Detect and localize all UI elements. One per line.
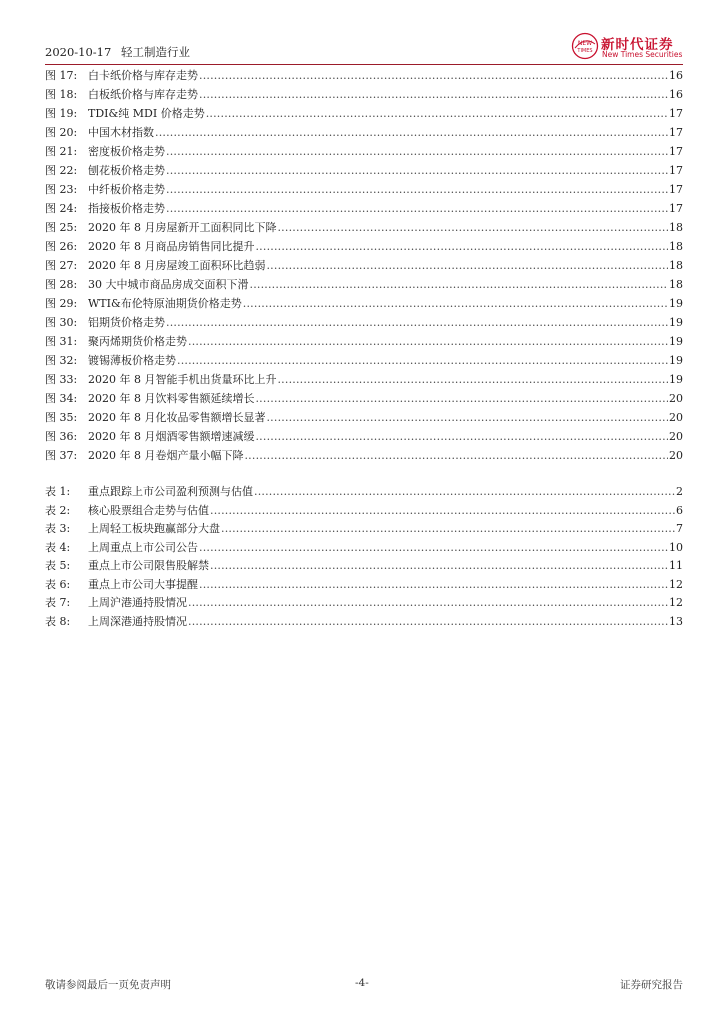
figure-page-number: 17 [669, 183, 683, 196]
figure-label: 图 17: [45, 69, 78, 82]
dot-leader [243, 294, 668, 313]
dot-leader [255, 237, 668, 256]
figure-page-number: 16 [669, 88, 683, 101]
figure-title: 刨花板价格走势 [88, 164, 165, 177]
new-times-logo-icon [571, 32, 599, 60]
figure-title: 2020 年 8 月化妆品零售额增长显著 [88, 411, 266, 424]
figure-entry[interactable] [45, 85, 683, 104]
figure-label: 图 25: [45, 221, 78, 234]
figure-label: 图 28: [45, 278, 78, 291]
table-entry[interactable] [45, 613, 683, 632]
figure-page-number: 18 [669, 259, 683, 272]
dot-leader [188, 594, 668, 613]
figure-label: 图 35: [45, 411, 78, 424]
table-title: 上周深港通持股情况 [88, 614, 187, 628]
figure-page-number: 18 [669, 278, 683, 291]
table-page-number: 7 [676, 522, 683, 535]
dot-leader [255, 389, 668, 408]
dot-leader [199, 539, 668, 558]
dot-leader [188, 332, 668, 351]
dot-leader [155, 123, 668, 142]
dot-leader [210, 502, 675, 521]
figure-index [45, 66, 683, 465]
figure-page-number: 20 [669, 449, 683, 462]
figure-entry[interactable] [45, 180, 683, 199]
dot-leader [166, 180, 668, 199]
figure-page-number: 20 [669, 430, 683, 443]
table-page-number: 12 [669, 596, 683, 609]
figure-label: 图 27: [45, 259, 78, 272]
figure-title: 中国木材指数 [88, 126, 154, 139]
table-label: 表 6: [45, 577, 71, 591]
figure-label: 图 23: [45, 183, 78, 196]
table-page-number: 6 [676, 503, 683, 517]
figure-title: 中纤板价格走势 [88, 183, 165, 196]
figure-label: 图 34: [45, 392, 78, 405]
figure-title: TDI&纯 MDI 价格走势 [88, 107, 205, 120]
table-entry[interactable] [45, 594, 683, 613]
logo-chinese-name: 新时代证券 [601, 37, 674, 53]
figure-page-number: 17 [669, 107, 683, 120]
table-page-number: 10 [669, 540, 683, 554]
figure-page-number: 20 [669, 392, 683, 405]
table-label: 表 8: [45, 614, 71, 628]
logo-mark-top: NEW [577, 40, 593, 47]
table-page-number: 2 [676, 485, 683, 498]
figure-entry[interactable] [45, 408, 683, 427]
footer-page-number: -4- [355, 977, 369, 989]
figure-page-number: 19 [669, 373, 683, 386]
figure-title: 密度板价格走势 [88, 145, 165, 158]
dot-leader [210, 557, 668, 576]
table-title: 上周沪港通持股情况 [88, 596, 187, 609]
figure-entry[interactable] [45, 142, 683, 161]
table-label: 表 4: [45, 540, 71, 554]
header-text [45, 44, 190, 60]
figure-label: 图 32: [45, 354, 78, 367]
figure-entry[interactable] [45, 199, 683, 218]
figure-title: WTI&布伦特原油期货价格走势 [88, 297, 242, 310]
figure-title: 2020 年 8 月饮料零售额延续增长 [88, 392, 255, 405]
dot-leader [266, 256, 668, 275]
figure-label: 图 20: [45, 126, 78, 139]
figure-entry[interactable] [45, 275, 683, 294]
dot-leader [277, 218, 668, 237]
table-label: 表 2: [45, 503, 71, 517]
figure-entry[interactable] [45, 427, 683, 446]
dot-leader [206, 104, 668, 123]
page-footer [45, 977, 683, 993]
dot-leader [199, 576, 668, 595]
figure-entry[interactable] [45, 351, 683, 370]
figure-title: 聚丙烯期货价格走势 [88, 335, 187, 348]
table-page-number: 13 [669, 614, 683, 628]
figure-entry[interactable] [45, 123, 683, 142]
table-page-number: 12 [669, 577, 683, 591]
figure-label: 图 37: [45, 449, 78, 462]
dot-leader [199, 66, 668, 85]
table-entry[interactable] [45, 502, 683, 521]
figure-title: 指接板价格走势 [88, 202, 165, 215]
figure-title: 2020 年 8 月房屋新开工面积同比下降 [88, 221, 277, 234]
table-label: 表 7: [45, 596, 71, 609]
figure-title: 2020 年 8 月烟酒零售额增速减缓 [88, 430, 255, 443]
footer-disclaimer: 敬请参阅最后一页免责声明 [45, 979, 171, 991]
figure-label: 图 31: [45, 335, 78, 348]
figure-title: 30 大中城市商品房成交面积下滑 [88, 278, 249, 291]
dot-leader [177, 351, 668, 370]
dot-leader [166, 161, 668, 180]
dot-leader [166, 313, 668, 332]
dot-leader [250, 275, 669, 294]
figure-label: 图 36: [45, 430, 78, 443]
dot-leader [199, 85, 668, 104]
figure-title: 白卡纸价格与库存走势 [88, 69, 198, 82]
figure-entry[interactable] [45, 446, 683, 465]
figure-label: 图 26: [45, 240, 78, 253]
figure-label: 图 18: [45, 88, 78, 101]
figure-label: 图 29: [45, 297, 78, 310]
table-title: 上周轻工板块跑赢部分大盘 [88, 522, 220, 535]
table-label: 表 1: [45, 485, 71, 498]
figure-page-number: 20 [669, 411, 683, 424]
dot-leader [188, 613, 668, 632]
figure-entry[interactable] [45, 161, 683, 180]
table-label: 表 5: [45, 559, 71, 572]
table-entry[interactable] [45, 483, 683, 502]
figure-page-number: 17 [669, 164, 683, 177]
figure-title: 镀锡薄板价格走势 [88, 354, 176, 367]
figure-page-number: 19 [669, 297, 683, 310]
figure-entry[interactable] [45, 332, 683, 351]
table-entry[interactable] [45, 576, 683, 595]
figure-page-number: 18 [669, 221, 683, 234]
figure-label: 图 21: [45, 145, 78, 158]
figure-entry[interactable] [45, 104, 683, 123]
figure-page-number: 16 [669, 69, 683, 82]
page-header [45, 30, 683, 64]
table-page-number: 11 [669, 559, 683, 572]
footer-report-type: 证券研究报告 [620, 979, 683, 991]
header-divider [45, 64, 683, 65]
table-title: 重点上市公司限售股解禁 [88, 559, 209, 572]
figure-label: 图 33: [45, 373, 78, 386]
figure-label: 图 24: [45, 202, 78, 215]
figure-entry[interactable] [45, 237, 683, 256]
figure-page-number: 18 [669, 240, 683, 253]
table-index [45, 483, 683, 631]
figure-entry[interactable] [45, 313, 683, 332]
table-title: 重点跟踪上市公司盈利预测与估值 [88, 485, 253, 498]
figure-label: 图 19: [45, 107, 78, 120]
dot-leader [166, 142, 668, 161]
table-label: 表 3: [45, 522, 71, 535]
dot-leader [221, 520, 675, 539]
table-entry[interactable] [45, 520, 683, 539]
figure-label: 图 30: [45, 316, 78, 329]
figure-entry[interactable] [45, 370, 683, 389]
table-entry[interactable] [45, 539, 683, 558]
table-title: 重点上市公司大事提醒 [88, 577, 198, 591]
dot-leader [266, 408, 668, 427]
dot-leader [244, 446, 668, 465]
figure-title: 2020 年 8 月智能手机出货量环比上升 [88, 373, 277, 386]
figure-entry[interactable] [45, 294, 683, 313]
table-title: 核心股票组合走势与估值 [88, 503, 209, 517]
logo-english-name: New Times Securities [602, 50, 683, 59]
figure-entry[interactable] [45, 256, 683, 275]
figure-page-number: 17 [669, 145, 683, 158]
table-title: 上周重点上市公司公告 [88, 540, 198, 554]
report-date: 2020-10-17 [45, 45, 112, 59]
dot-leader [277, 370, 668, 389]
figure-page-number: 17 [669, 202, 683, 215]
dot-leader [166, 199, 668, 218]
figure-page-number: 19 [669, 354, 683, 367]
table-entry[interactable] [45, 557, 683, 576]
figure-title: 2020 年 8 月商品房销售同比提升 [88, 240, 255, 253]
figure-title: 2020 年 8 月房屋竣工面积环比趋弱 [88, 259, 266, 272]
figure-title: 白板纸价格与库存走势 [88, 88, 198, 101]
figure-title: 铝期货价格走势 [88, 316, 165, 329]
figure-entry[interactable] [45, 218, 683, 237]
figure-label: 图 22: [45, 164, 78, 177]
report-sector: 轻工制造行业 [120, 45, 190, 59]
figure-page-number: 17 [669, 126, 683, 139]
company-logo [571, 32, 683, 62]
figure-title: 2020 年 8 月卷烟产量小幅下降 [88, 449, 244, 462]
figure-page-number: 19 [669, 335, 683, 348]
logo-mark-bottom: TIMES [577, 48, 593, 54]
figure-entry[interactable] [45, 389, 683, 408]
figure-entry[interactable] [45, 66, 683, 85]
dot-leader [254, 483, 675, 502]
dot-leader [255, 427, 668, 446]
figure-page-number: 19 [669, 316, 683, 329]
